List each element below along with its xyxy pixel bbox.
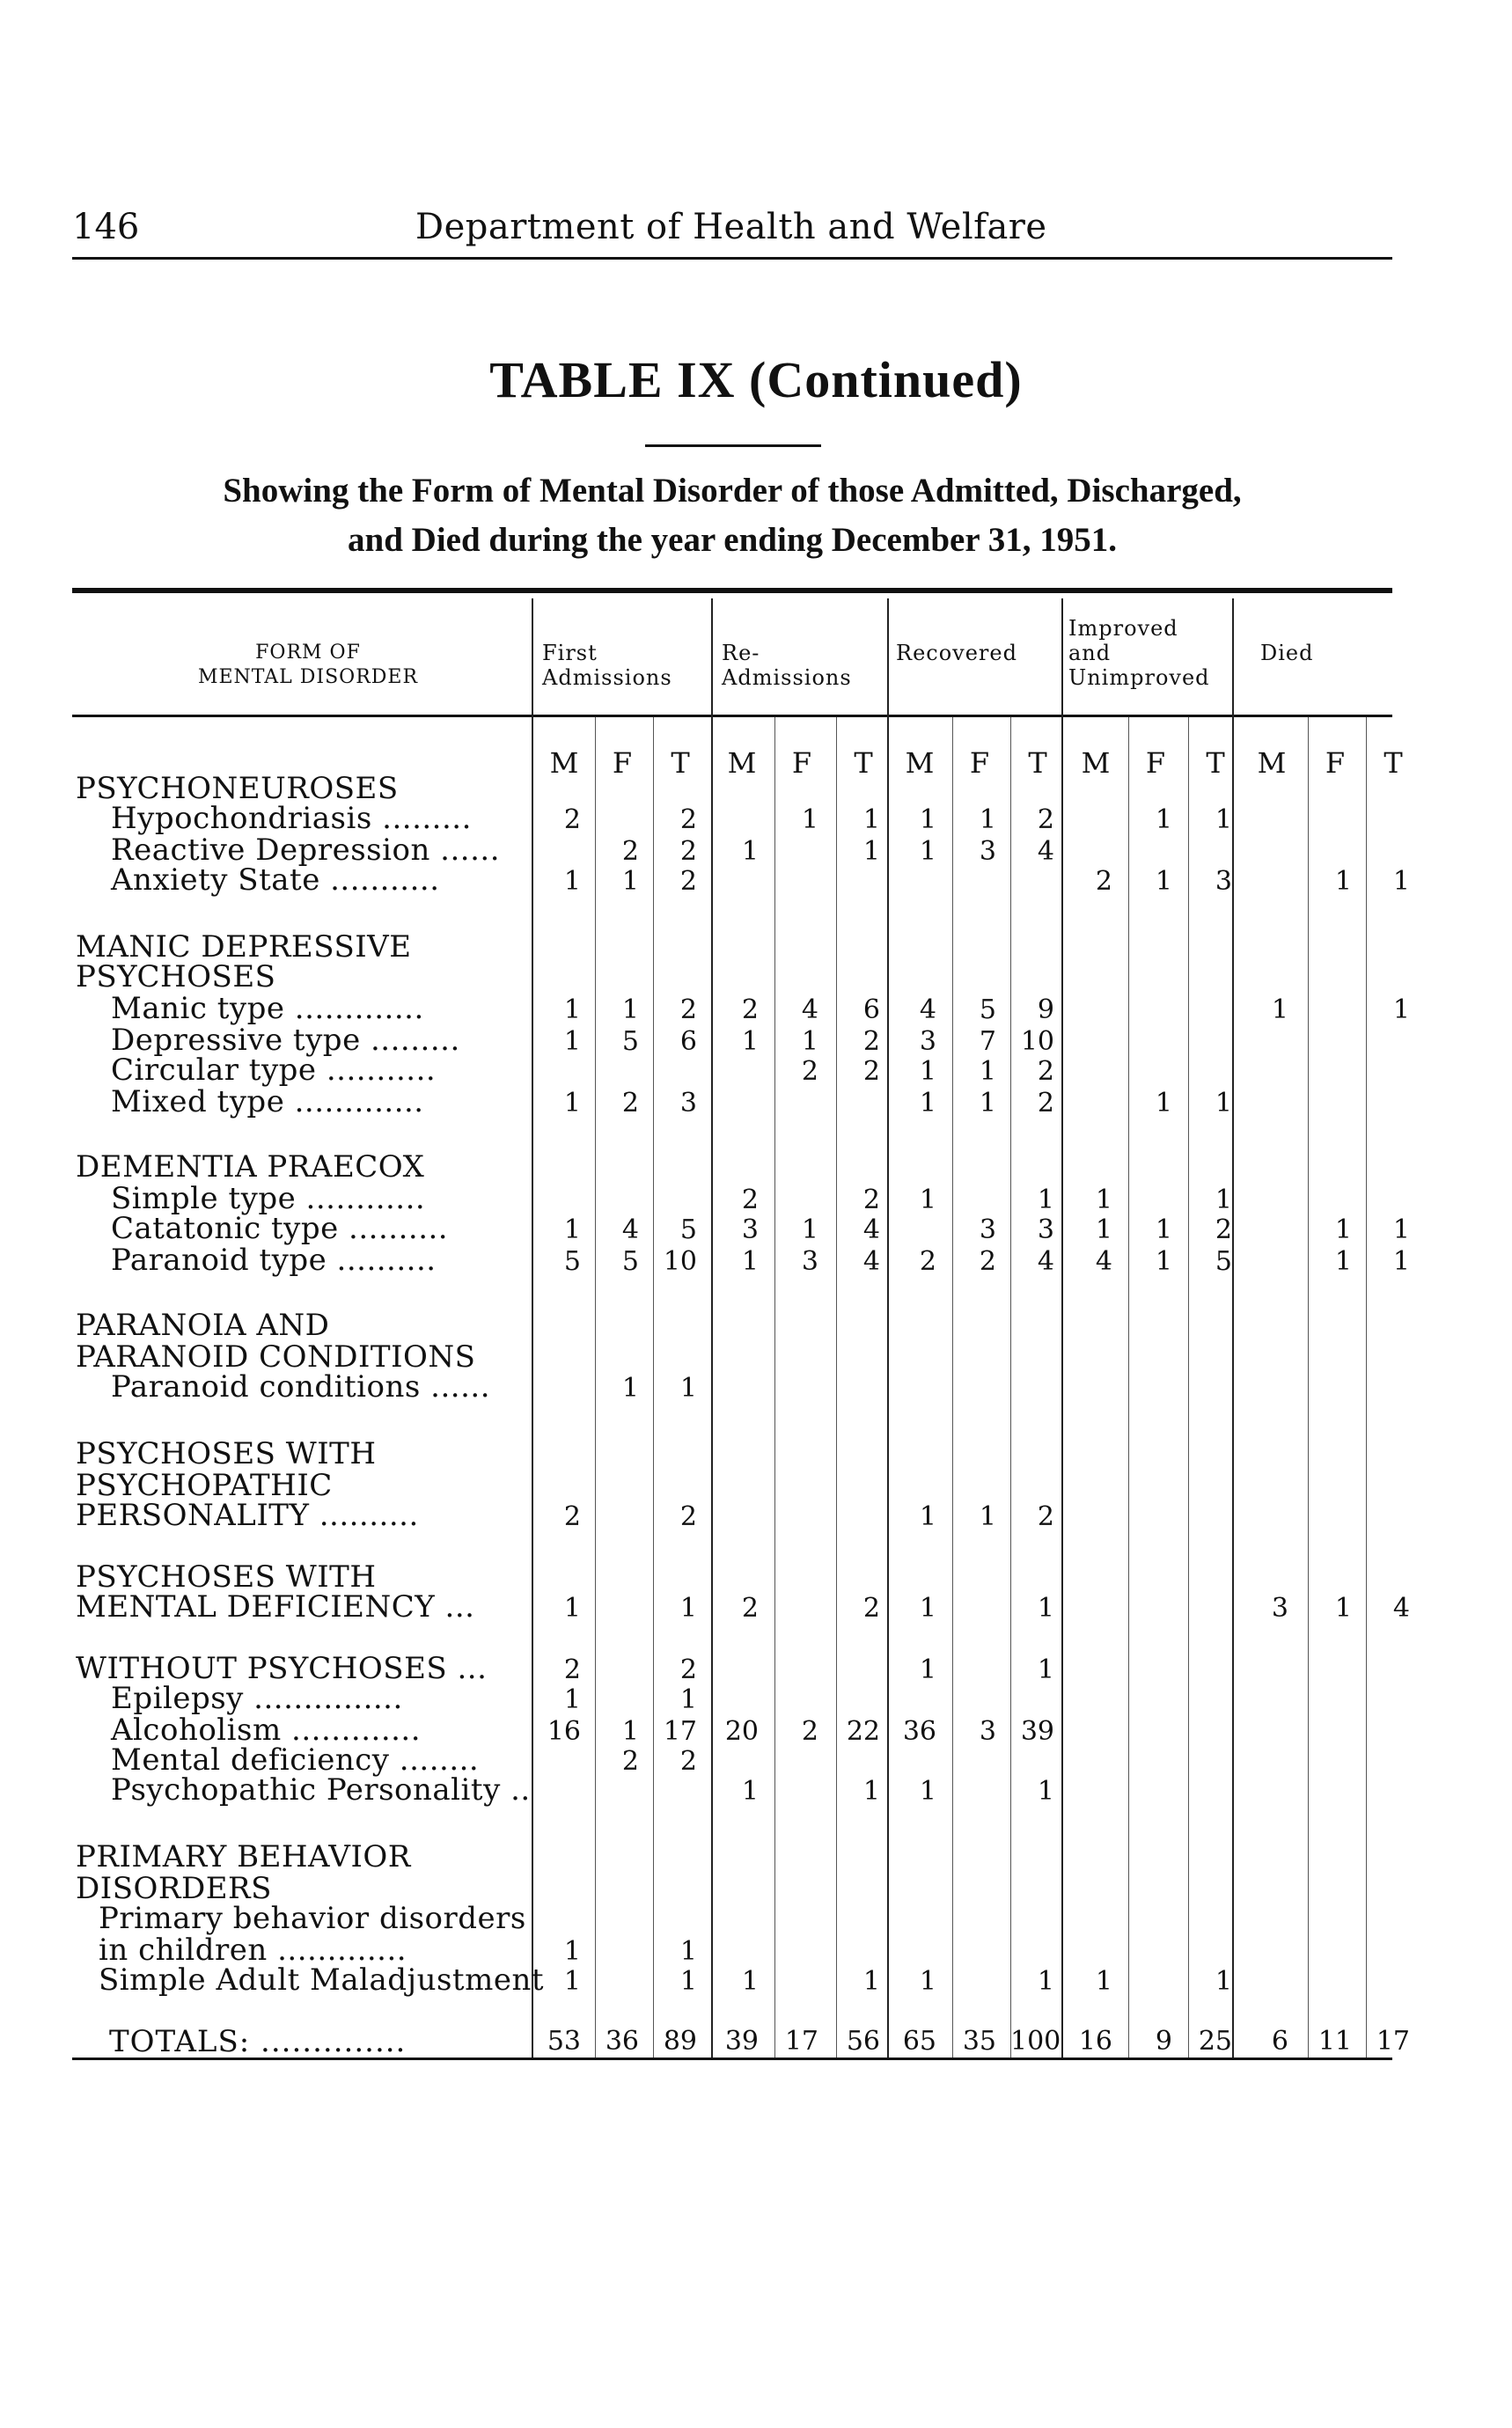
sub-column-divider [836, 717, 837, 2058]
table-cell: 5 [679, 1214, 697, 1245]
table-cell: 1 [979, 1088, 996, 1119]
table-cell: 6 [862, 994, 880, 1025]
table-cell: 1 [919, 1654, 936, 1685]
table-cell: 1 [679, 1593, 697, 1624]
totals-cell: 6 [1271, 2026, 1288, 2057]
table-cell: 1 [1215, 804, 1232, 835]
sub-header-m: M [1257, 746, 1287, 780]
totals-cell: 89 [663, 2026, 697, 2057]
table-cell: 5 [563, 1246, 581, 1277]
table-cell: 7 [979, 1026, 996, 1057]
table-cell: 3 [979, 1716, 996, 1747]
row-label: PSYCHOSES WITH [76, 1436, 377, 1471]
table-cell: 4 [1037, 1246, 1054, 1277]
row-label: Depressive type ......... [111, 1023, 460, 1058]
table-cell: 1 [741, 836, 759, 867]
column-group-divider [711, 598, 713, 2058]
row-label: PSYCHOPATHIC [76, 1468, 333, 1503]
row-label: Paranoid type .......... [111, 1243, 437, 1278]
row-label: PSYCHOSES [76, 959, 276, 994]
improved-heading-line-2: and [1068, 641, 1112, 665]
sub-header-f: F [969, 746, 990, 780]
table-cell: 1 [679, 1684, 697, 1715]
row-label: Primary behavior disorders [99, 1901, 526, 1936]
header-rule [72, 257, 1392, 260]
table-cell: 2 [1037, 1088, 1054, 1119]
stub-heading-line-1: FORM OF [255, 642, 361, 664]
table-cell: 16 [547, 1716, 581, 1747]
table-cell: 3 [1271, 1593, 1288, 1624]
table-cell: 4 [1037, 836, 1054, 867]
table-cell: 1 [563, 1593, 581, 1624]
table-cell: 3 [679, 1088, 697, 1119]
table-cell: 2 [862, 1026, 880, 1057]
sub-column-divider [1010, 717, 1011, 2058]
totals-cell: 16 [1078, 2026, 1112, 2057]
page-number: 146 [72, 207, 140, 247]
sub-column-divider [1366, 717, 1367, 2058]
table-cell: 4 [862, 1214, 880, 1245]
recovered-heading: Recovered [896, 641, 1017, 665]
table-cell: 9 [1037, 994, 1054, 1025]
table-cell: 10 [663, 1246, 697, 1277]
sub-header-t: T [671, 746, 690, 780]
row-label: Epilepsy ............... [111, 1681, 403, 1716]
table-cell: 1 [1155, 1214, 1172, 1245]
table-cell: 2 [563, 1654, 581, 1685]
sub-header-f: F [791, 746, 812, 780]
table-cell: 1 [741, 1026, 759, 1057]
row-label: Simple type ............ [111, 1181, 426, 1216]
table-cell: 1 [1037, 1185, 1054, 1215]
table-cell: 1 [1215, 1185, 1232, 1215]
subtitle-line-2: and Died during the year ending December 31, 1951. [348, 521, 1117, 559]
table-cell: 1 [862, 804, 880, 835]
table-cell: 1 [741, 1966, 759, 1997]
table-cell: 2 [679, 1746, 697, 1777]
table-cell: 6 [679, 1026, 697, 1057]
table-cell: 1 [563, 994, 581, 1025]
table-cell: 4 [862, 1246, 880, 1277]
stub-column-heading [132, 641, 484, 690]
table-cell: 1 [621, 994, 639, 1025]
row-label: Alcoholism ............. [111, 1713, 422, 1748]
improved-heading [1068, 616, 1210, 690]
table-cell: 1 [563, 1088, 581, 1119]
table-cell: 1 [919, 1088, 936, 1119]
header-separator-rule [72, 715, 1392, 717]
table-cell: 3 [1037, 1214, 1054, 1245]
table-cell: 1 [679, 1936, 697, 1967]
table-cell: 2 [919, 1246, 936, 1277]
page-header [72, 207, 1392, 260]
readmissions-heading-line-2: Admissions [722, 665, 852, 690]
totals-cell: 11 [1317, 2026, 1352, 2057]
sub-column-divider [1188, 717, 1189, 2058]
table-cell: 2 [801, 1056, 818, 1087]
table-title: TABLE IX (Continued) [489, 351, 1023, 408]
table-cell: 1 [1095, 1185, 1112, 1215]
table-cell: 1 [563, 1684, 581, 1715]
table-cell: 2 [862, 1185, 880, 1215]
row-label: PERSONALITY .......... [76, 1498, 419, 1533]
table-cell: 2 [679, 804, 697, 835]
row-label: Reactive Depression ...... [111, 833, 501, 868]
table-cell: 1 [919, 1501, 936, 1532]
row-label: PRIMARY BEHAVIOR [76, 1839, 411, 1874]
column-group-divider [1061, 598, 1063, 2058]
row-label: PSYCHOSES WITH [76, 1559, 377, 1595]
table-cell: 1 [1155, 804, 1172, 835]
first-admissions-heading-line-2: Admissions [542, 665, 672, 690]
table-cell: 1 [862, 836, 880, 867]
table-cell: 1 [1334, 1214, 1352, 1245]
table-cell: 20 [724, 1716, 759, 1747]
subtitle-line-1: Showing the Form of Mental Disorder of those Admitted, Discharged, [223, 472, 1242, 510]
table-cell: 3 [919, 1026, 936, 1057]
table-cell: 17 [663, 1716, 697, 1747]
table-cell: 5 [1215, 1246, 1232, 1277]
table-cell: 1 [1392, 1214, 1410, 1245]
table-cell: 1 [1155, 866, 1172, 897]
table-cell: 1 [1392, 866, 1410, 897]
row-label: PSYCHONEUROSES [76, 771, 399, 806]
table-cell: 1 [1037, 1593, 1054, 1624]
table-cell: 2 [1037, 1056, 1054, 1087]
table-cell: 3 [741, 1214, 759, 1245]
table-cell: 1 [979, 1056, 996, 1087]
sub-header-m: M [727, 746, 757, 780]
table-cell: 39 [1020, 1716, 1054, 1747]
table-cell: 1 [919, 1966, 936, 1997]
table-cell: 4 [801, 994, 818, 1025]
row-label: in children ............. [99, 1933, 407, 1968]
table-cell: 3 [1215, 866, 1232, 897]
table-cell: 1 [679, 1966, 697, 1997]
sub-header-f: F [1145, 746, 1166, 780]
readmissions-heading [722, 641, 852, 690]
improved-heading-line-3: Unimproved [1068, 665, 1210, 690]
table-cell: 2 [1215, 1214, 1232, 1245]
table-cell: 1 [919, 1185, 936, 1215]
table-cell: 4 [1392, 1593, 1410, 1624]
table-cell: 1 [919, 1776, 936, 1807]
table-cell: 1 [1095, 1966, 1112, 1997]
table-cell: 2 [621, 1088, 639, 1119]
totals-cell: 25 [1198, 2026, 1232, 2057]
table-cell: 2 [679, 1501, 697, 1532]
sub-column-divider [1128, 717, 1129, 2058]
table-cell: 2 [1037, 1501, 1054, 1532]
row-label: Paranoid conditions ...... [111, 1369, 491, 1405]
totals-cell: 56 [846, 2026, 880, 2057]
row-label: Simple Adult Maladjustment [99, 1962, 544, 1998]
table-cell: 1 [1392, 994, 1410, 1025]
table-cell: 1 [862, 1776, 880, 1807]
table-cell: 1 [1037, 1776, 1054, 1807]
table-cell: 1 [679, 1373, 697, 1404]
table-cell: 1 [919, 804, 936, 835]
table-cell: 4 [621, 1214, 639, 1245]
sub-header-m: M [1081, 746, 1111, 780]
table-cell: 1 [1215, 1088, 1232, 1119]
table-cell: 5 [621, 1246, 639, 1277]
row-label: DISORDERS [76, 1871, 272, 1906]
table-cell: 4 [1095, 1246, 1112, 1277]
table-cell: 4 [919, 994, 936, 1025]
table-cell: 2 [862, 1056, 880, 1087]
sub-header-t: T [1206, 746, 1225, 780]
table-cell: 1 [919, 1056, 936, 1087]
sub-header-t: T [1384, 746, 1403, 780]
table-cell: 1 [979, 804, 996, 835]
totals-cell: 35 [962, 2026, 996, 2057]
column-group-divider [532, 598, 533, 2058]
table-cell: 1 [621, 1373, 639, 1404]
table-cell: 1 [1155, 1088, 1172, 1119]
table-cell: 5 [979, 994, 996, 1025]
table-cell: 3 [801, 1246, 818, 1277]
table-cell: 3 [979, 1214, 996, 1245]
running-title: Department of Health and Welfare [415, 207, 1047, 247]
totals-cell: 17 [784, 2026, 818, 2057]
table-cell: 1 [1095, 1214, 1112, 1245]
sub-header-m: M [549, 746, 579, 780]
table-cell: 2 [679, 1654, 697, 1685]
table-cell: 1 [979, 1501, 996, 1532]
row-label: Anxiety State ........... [111, 862, 440, 898]
row-label: Mixed type ............. [111, 1084, 424, 1119]
row-label: MANIC DEPRESSIVE [76, 929, 412, 965]
table-cell: 2 [679, 994, 697, 1025]
table-subtitle [72, 466, 1392, 565]
title-rule [645, 444, 821, 447]
table-cell: 5 [621, 1026, 639, 1057]
table-cell: 1 [563, 1966, 581, 1997]
table-cell: 2 [679, 866, 697, 897]
table-cell: 1 [1215, 1966, 1232, 1997]
table-cell: 2 [741, 994, 759, 1025]
table-cell: 1 [1271, 994, 1288, 1025]
improved-heading-line-1: Improved [1068, 616, 1178, 641]
table-cell: 1 [1334, 866, 1352, 897]
table-cell: 36 [902, 1716, 936, 1747]
column-group-divider [1232, 598, 1234, 2058]
totals-cell: 17 [1376, 2026, 1410, 2057]
totals-cell: 36 [605, 2026, 639, 2057]
first-admissions-heading-line-1: First [542, 641, 598, 665]
row-label: WITHOUT PSYCHOSES ... [76, 1651, 488, 1686]
totals-cell: 65 [902, 2026, 936, 2057]
table-cell: 1 [801, 1214, 818, 1245]
table-cell: 2 [741, 1185, 759, 1215]
table-cell: 2 [563, 804, 581, 835]
table-cell: 2 [563, 1501, 581, 1532]
sub-header-t: T [854, 746, 873, 780]
row-label: Hypochondriasis ......... [111, 801, 472, 836]
table-cell: 2 [1037, 804, 1054, 835]
totals-label: TOTALS: .............. [109, 2024, 407, 2059]
first-admissions-heading [542, 641, 672, 690]
table-cell: 2 [621, 836, 639, 867]
table-cell: 2 [862, 1593, 880, 1624]
table-cell: 2 [1095, 866, 1112, 897]
totals-cell: 100 [1010, 2026, 1061, 2057]
column-group-divider [887, 598, 889, 2058]
sub-column-divider [952, 717, 953, 2058]
table-cell: 1 [563, 1936, 581, 1967]
totals-cell: 53 [547, 2026, 581, 2057]
table-cell: 2 [621, 1746, 639, 1777]
sub-header-f: F [1325, 746, 1346, 780]
table-cell: 2 [979, 1246, 996, 1277]
table-cell: 1 [621, 1716, 639, 1747]
table-cell: 1 [919, 836, 936, 867]
row-label: Circular type ........... [111, 1053, 437, 1088]
table-top-rule [72, 588, 1392, 593]
readmissions-heading-line-1: Re- [722, 641, 760, 665]
table-cell: 1 [741, 1246, 759, 1277]
table-cell: 2 [801, 1716, 818, 1747]
table-cell: 1 [1037, 1654, 1054, 1685]
table-cell: 1 [1334, 1246, 1352, 1277]
totals-cell: 9 [1155, 2026, 1172, 2057]
table-cell: 22 [846, 1716, 880, 1747]
table-cell: 2 [741, 1593, 759, 1624]
row-label: PARANOID CONDITIONS [76, 1339, 476, 1375]
table-cell: 1 [801, 804, 818, 835]
sub-column-divider [1308, 717, 1309, 2058]
table-cell: 1 [563, 866, 581, 897]
row-label: Psychopathic Personality .. [111, 1772, 531, 1808]
table-cell: 1 [1334, 1593, 1352, 1624]
row-label: Mental deficiency ........ [111, 1742, 480, 1778]
totals-cell: 39 [724, 2026, 759, 2057]
row-label: Manic type ............. [111, 991, 424, 1026]
row-label: MENTAL DEFICIENCY ... [76, 1589, 475, 1625]
table-cell: 1 [1155, 1246, 1172, 1277]
row-label: DEMENTIA PRAECOX [76, 1149, 425, 1185]
sub-header-m: M [905, 746, 935, 780]
table-cell: 1 [919, 1593, 936, 1624]
row-label: Catatonic type .......... [111, 1211, 449, 1246]
table-cell: 1 [563, 1214, 581, 1245]
table-cell: 1 [1037, 1966, 1054, 1997]
table-cell: 1 [741, 1776, 759, 1807]
stub-heading-line-2: MENTAL DISORDER [197, 666, 419, 688]
sub-header-t: T [1028, 746, 1047, 780]
table-cell: 1 [862, 1966, 880, 1997]
row-label: PARANOIA AND [76, 1308, 330, 1343]
table-cell: 3 [979, 836, 996, 867]
died-heading: Died [1260, 641, 1314, 665]
table-cell: 10 [1020, 1026, 1054, 1057]
table-cell: 1 [1392, 1246, 1410, 1277]
table-cell: 1 [801, 1026, 818, 1057]
sub-header-f: F [612, 746, 633, 780]
sub-column-divider [774, 717, 775, 2058]
table-cell: 2 [679, 836, 697, 867]
table-cell: 1 [563, 1026, 581, 1057]
table-cell: 1 [621, 866, 639, 897]
